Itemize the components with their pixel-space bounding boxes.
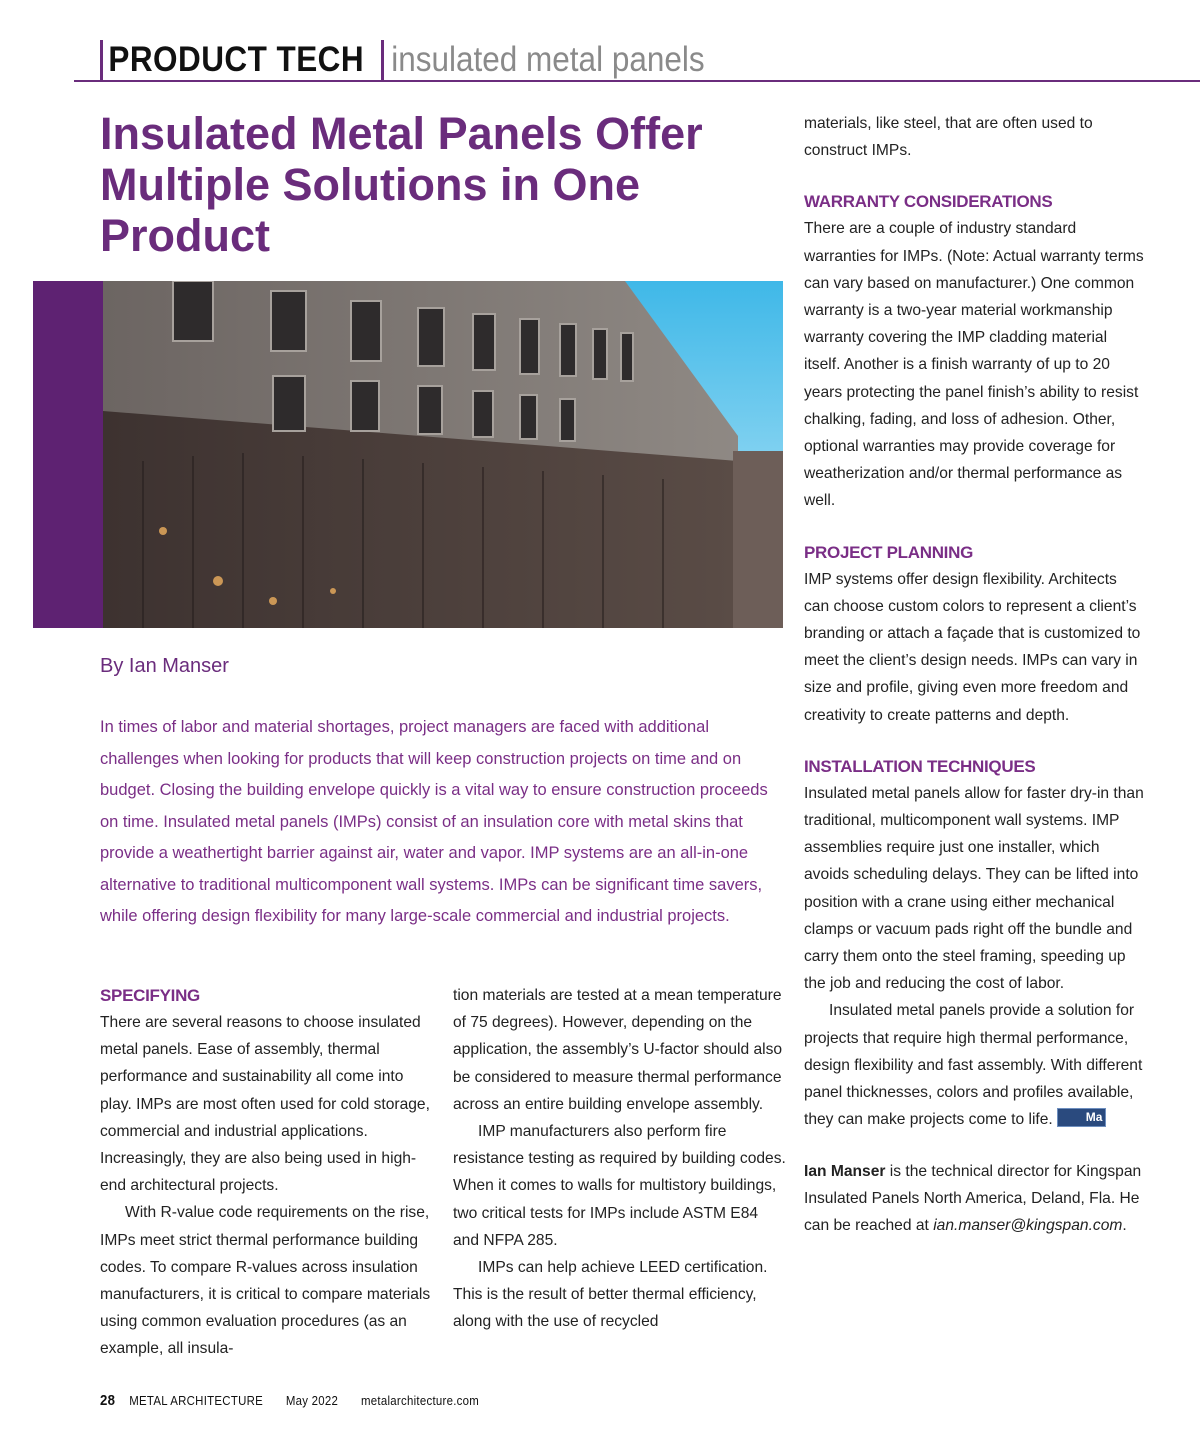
paragraph: There are a couple of industry standard warranties for IMPs. (Note: Actual warranty terms can vary based on manufacturer.) One common warranty is a two-year material workmanship warranty covering the IMP cladding material itself. Another is a finish warranty of up to 20 years protecting the panel finish’s ability to resist chalking, fading, and loss of adhesion. Other, optional warranties may provide coverage for weatherization and/or thermal performance as well. xyxy=(804,220,1144,510)
paragraph: materials, like steel, that are often used to construct IMPs. xyxy=(804,115,1093,160)
end-mark-logo: Ma xyxy=(1057,1108,1107,1127)
column-3 xyxy=(804,110,1144,1239)
bio-name: Ian Manser xyxy=(804,1162,886,1180)
issue-date: May 2022 xyxy=(285,1393,339,1408)
heading-warranty: WARRANTY CONSIDERATIONS xyxy=(804,192,1053,212)
author-bio xyxy=(804,1158,1144,1240)
paragraph: There are several reasons to choose insulated metal panels. Ease of assembly, thermal performance and sustainability all come into play. IMPs are most often used for cold storage, commercial and industrial applications. Increasingly, they are also being used in high-end architectural projects. xyxy=(100,1014,430,1195)
paragraph: IMP systems offer design flexibility. Architects can choose custom colors to represent a client’s branding or attach a façade that is customized to meet the client’s design needs. IMPs can vary in size and profile, giving even more freedom and creativity to create patterns and depth. xyxy=(804,570,1141,724)
column-1 xyxy=(100,982,435,1363)
closing-text: Insulated metal panels provide a solution for projects that require high thermal performance, design flexibility and fast assembly. With different panel thicknesses, colors and profiles available, they can make projects come to life. xyxy=(804,1002,1143,1129)
column-2 xyxy=(453,982,788,1336)
paragraph: With R-value code requirements on the rise, IMPs meet strict thermal performance building codes. To compare R-values across insulation manufacturers, it is critical to compare materials using common evaluation procedures (as an example, all insula- xyxy=(100,1204,431,1358)
paragraph-closing xyxy=(804,997,1144,1133)
paragraph: IMP manufacturers also perform fire resistance testing as required by building codes. When it comes to walls for multistory buildings, two critical tests for IMPs include ASTM E84 and NFPA 285. xyxy=(453,1123,786,1249)
section-kicker: PRODUCT TECH xyxy=(108,40,365,79)
page-footer xyxy=(100,1392,498,1409)
page-number: 28 xyxy=(100,1392,116,1409)
byline: By Ian Manser xyxy=(100,655,229,677)
paragraph: IMPs can help achieve LEED certification. This is the result of better thermal efficiency, along with the use of recycled xyxy=(453,1259,768,1331)
heading-specifying: SPECIFYING xyxy=(100,986,200,1005)
section-header xyxy=(100,38,740,82)
header-rule xyxy=(74,80,1200,82)
magazine-name: METAL ARCHITECTURE xyxy=(129,1393,264,1408)
heading-installation: INSTALLATION TECHNIQUES xyxy=(804,756,1036,776)
bio-end: . xyxy=(1122,1216,1127,1234)
paragraph: tion materials are tested at a mean temperature of 75 degrees). However, depending on the application, the assembly’s U-factor should also be considered to measure thermal performance across an entire building envelope assembly. xyxy=(453,987,783,1113)
bio-email: ian.manser@kingspan.com xyxy=(933,1216,1123,1234)
heading-planning: PROJECT PLANNING xyxy=(804,542,973,562)
bio-text: is the technical director for Kingspan Insulated Panels North America, Deland, Fla. He can be reached at xyxy=(804,1162,1142,1234)
article-title: Insulated Metal Panels Offer Multiple Solutions in One Product xyxy=(100,108,703,261)
section-topic: insulated metal panels xyxy=(391,40,705,79)
paragraph: Insulated metal panels allow for faster dry-in than traditional, multicomponent wall systems. IMP assemblies require just one installer, which avoids scheduling delays. They can be lifted into position with a crane using either mechanical clamps or vacuum pads right off the bundle and carry them onto the steel framing, speeding up the job and reducing the cost of labor. xyxy=(804,784,1144,993)
website: metalarchitecture.com xyxy=(361,1393,480,1408)
building-photo xyxy=(33,281,783,628)
intro-paragraph: In times of labor and material shortages, project managers are faced with additional challenges when looking for products that will keep construction projects on time and on budget. Closing the building envelope quickly is a vital way to ensure construction proceeds on time. Insulated metal panels (IMPs) consist of an insulation core with metal skins that provide a weathertight barrier against air, water and vapor. IMP systems are an all-in-one alternative to traditional multicomponent wall systems. IMPs can be significant time savers, while offering design flexibility for many large-scale commercial and industrial projects. xyxy=(100,718,768,925)
